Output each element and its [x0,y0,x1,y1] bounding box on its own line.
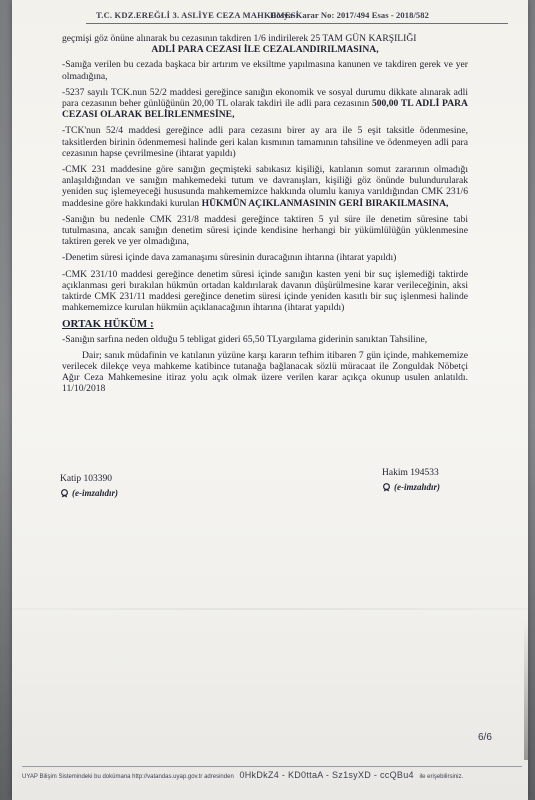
paragraph-2: -Sanığa verilen bu cezada başkaca bir artırım ve eksiltme yapılmasına kanunen ve takdiren gerek ve yer olmadığına, [62,59,468,82]
paragraph-10: Dair; sanık müdafinin ve katılanın yüzüne karşı kararın tefhim itibaren 7 gün içinde, mahkememize verilecek dilekçe veya mahkeme katibince tutanağa bağlanacak sözlü müracaat ile Zonguldak Nöbetçi Ağır Ceza Mahkemesine itiraz yolu açık olmak üzere verilen karar açıkça okunup usulen anlatıldı. 11/10/2018 [62,349,468,395]
paragraph-3-text: -5237 sayılı TCK.nun 52/2 maddesi gereğince sanığın ekonomik ve sosyal durumu dikkate alınarak adli para cezasının beher günlüğünün 20,00 TL olarak takdiri ile adli para cezasının [62,86,468,110]
e-signature-icon [382,483,391,492]
paper-edge-shadow [524,620,528,760]
paragraph-5-text: -CMK 231 maddesine göre sanığın geçmişteki sabıkasız kişiliği, katılanın somut zararının olmadığı anlaşıldığından ve sanığın mahkemedeki tutum ve davranışları, kişiliği göz önünde bulundurularak yeniden suç işlemeyeceği hususunda mahkememizce hakkında olumlu kanıya varıldığından CMK 231/6 maddesine göre hakkındaki kurulan [62,164,468,209]
clerk-stamp-text: (e-imzalıdır) [72,488,118,498]
paragraph-6: -Sanığın bu nedenle CMK 231/8 maddesi gereğince taktiren 5 yıl süre ile denetim süresine tabi tutulmasına, ancak sanığın denetim süresi içinde kendisine herhangi bir yükümlülüğün yüklenmesine taktiren gerek ve yer olmadığına, [62,213,468,248]
paragraph-5-bold: HÜKMÜN AÇIKLANMASININ GERİ BIRAKILMASINA, [201,197,449,209]
document-page [12,0,528,800]
e-signature-icon [60,489,69,498]
clerk-stamp [60,489,118,499]
paragraph-1-bold: ADLİ PARA CEZASI İLE CEZALANDIRILMASINA, [151,44,379,56]
case-reference: Dosya-Karar No: 2017/494 Esas - 2018/582 [270,10,429,20]
judge-stamp [382,483,440,493]
clerk-signature [60,474,118,499]
paragraph-4: -TCK'nun 52/4 maddesi gereğince adli para cezasını birer ay ara ile 5 eşit taksitle ödenmesine, taksitlerden birinin ödenmemesi halinde geri kalan kısmının tamamının tahsiline ve ödenmeyen adli para cezasının hapse çevrilmesine (ihtarat yapıldı) [62,125,468,159]
footer-tail-text: ile erişebilirsiniz. [419,774,464,780]
verification-code: 0HkDkZ4 - KD0ttaA - Sz1syXD - ccQBu4 [239,770,414,780]
document-body [62,33,468,400]
paragraph-1-text: geçmişi göz önüne alınarak bu cezasının takdiren 1/6 indirilerek 25 TAM GÜN KARŞILIĞI [62,33,417,44]
paragraph-8: -CMK 231/10 maddesi gereğince denetim süresi içinde sanığın kasten yeni bir suç işlemediği taktirde açıklanması geri bırakılan hükmün ortadan kaldırılarak davanın düşürülmesine karar verileceğinin, aksi taktirde CMK 231/11 maddesi gereğince denetim süresi içinde yeniden kasıtlı bir suç işlenmesi halinde mahkememizce kurulan hükmün açıklanacağının ihtarına (ihtarat yapıldı) [62,268,468,314]
document-footer [22,766,522,784]
paragraph-3-bold: 500,00 TL ADLİ PARA CEZASI OLARAK BELİRLENMESİNE, [62,98,468,121]
judge-stamp-text: (e-imzalıdır) [394,482,440,492]
footer-lead-text: UYAP Bilişim Sistemindeki bu dokümana http://vatandas.uyap.gov.tr adresinden [22,774,234,780]
judge-signature [382,468,440,493]
paragraph-7: -Denetim süresi içinde dava zamanaşımı süresinin duracağının ihtarına (ihtarat yapıldı) [62,252,397,264]
section-title-ortak-hukum: ORTAK HÜKÜM : [62,318,154,331]
court-name: T.C. KDZ.EREĞLİ 3. ASLİYE CEZA MAHKEMESİ [96,10,300,20]
header-rule [86,23,508,24]
paper-fold [12,608,528,610]
clerk-name: Katip 103390 [60,474,112,484]
paragraph-5 [62,164,468,209]
judge-name: Hakim 194533 [382,468,439,478]
paragraph-3 [62,87,468,121]
paragraph-9: -Sanığın sarfına neden olduğu 5 tebligat gideri 65,50 TLyargılama giderinin sanıktan Tahsiline, [62,333,428,345]
page-number: 6/6 [478,732,492,743]
paragraph-1 [62,33,468,55]
document-header [12,10,528,26]
